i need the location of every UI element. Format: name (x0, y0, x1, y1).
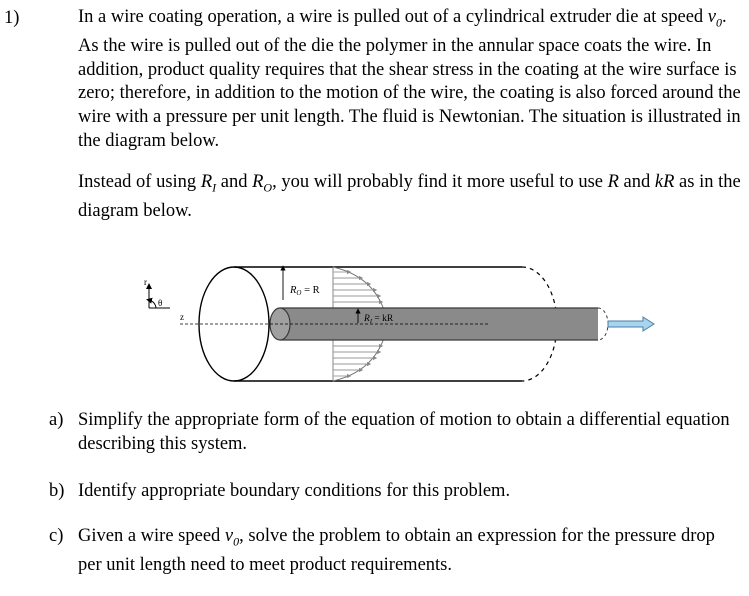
ri-label (358, 311, 394, 325)
ro-label (283, 268, 320, 300)
axis-r-label: r (144, 277, 147, 287)
ri-symbol: $R_I$ (200, 172, 217, 195)
question-c-text: Given a wire speed $v_0$, solve the problem to obtain an expression for the pressure drop per unit length need to meet product requirements. (78, 526, 715, 576)
v0-symbol: $v_0$ (707, 7, 723, 30)
question-a-text: Simplify the appropriate form of the equation of motion to obtain a differential equation describing this system. (78, 410, 730, 454)
r-symbol: R (607, 172, 619, 192)
v0-symbol-c: $v_0$ (224, 526, 240, 549)
axis-z-label: z (180, 312, 184, 322)
axis-theta-label: θ (158, 298, 163, 308)
coordinate-axes (144, 277, 184, 322)
wire-motion-arrow (608, 317, 654, 331)
ro-symbol: $R_O$ (252, 172, 273, 195)
question-b-text: Identify appropriate boundary conditions for this problem. (78, 481, 511, 501)
question-c-label: c) (49, 526, 64, 546)
problem-statement: In a wire coating operation, a wire is pulled out of a cylindrical extruder die at speed $v_0$. As the wire is pulled out of the die the polymer in the annular space coats the wire. In addition, product quality requires that the shear stress in the coating at the wire surface is zero; therefore, in addition to the motion of the wire, the coating is also forced around the wire with a pressure per unit length. The fluid is Newtonian. The situation is illustrated in the diagram below. (78, 7, 741, 151)
kr-symbol: kR (654, 172, 675, 192)
svg-text:RO = R: RO = R (290, 285, 320, 297)
hint-paragraph: Instead of using $R_I$ and $R_O$, you will probably find it more useful to use R and kR as in the diagram below. (78, 172, 741, 222)
question-a-label: a) (49, 410, 64, 430)
svg-text:RI = kR: $R_I$ = kR (364, 314, 394, 325)
question-b-label: b) (49, 481, 65, 501)
wire-coating-diagram (140, 262, 670, 390)
problem-number: 1) (4, 8, 20, 28)
